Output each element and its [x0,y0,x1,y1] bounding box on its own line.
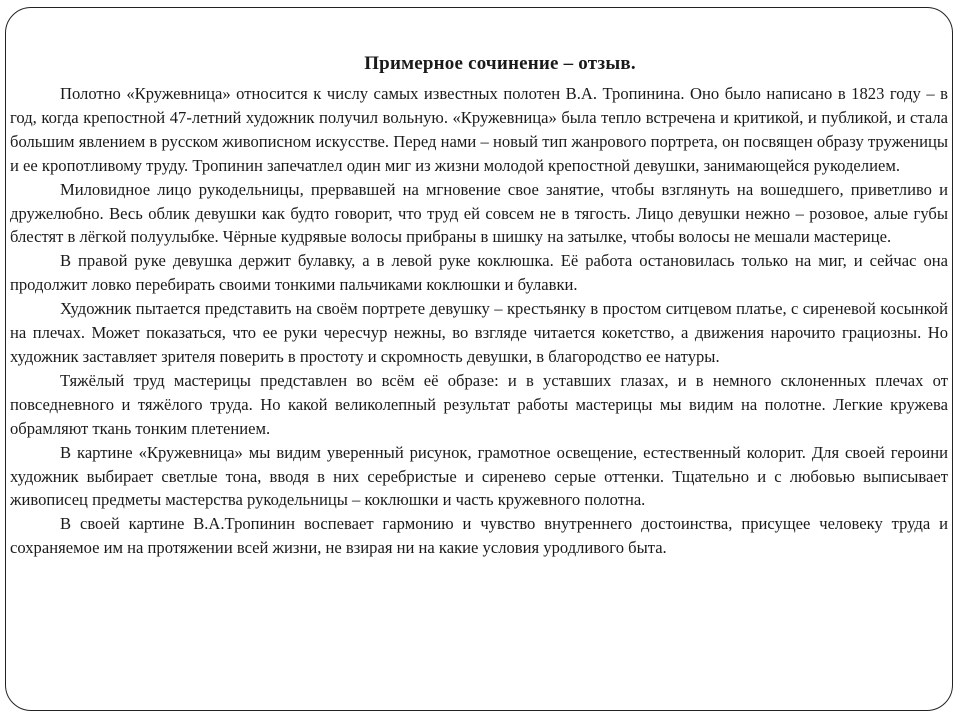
paragraph-1: Полотно «Кружевница» относится к числу самых известных полотен В.А. Тропинина. Оно было написано в 1823 году – в год, когда крепостной 47-летний художник получил вольную. «Кружевница» была тепло встречена и критикой, и публикой, и стала большим явлением в русском живописном искусстве. Перед нами – новый тип жанрового портрета, он посвящен образу труженицы и ее кропотливому труду. Тропинин запечатлел один миг из жизни молодой крепостной девушки, занимающейся рукоделием. [10,84,948,175]
paragraph-5: Тяжёлый труд мастерицы представлен во всём её образе: и в уставших глазах, и в немного склоненных плечах от повседневного и тяжёлого труда. Но какой великолепный результат работы мастерицы мы видим на полотне. Легкие кружева обрамляют ткань тонким плетением. [10,370,948,438]
document-body [10,82,948,560]
document-title: Примерное сочинение – отзыв. [364,53,636,74]
paragraph-4: Художник пытается представить на своём портрете девушку – крестьянку в простом ситцевом платье, с сиреневой косынкой на плечах. Может показаться, что ее руки чересчур нежны, во взгляде читается кокетство, а движения нарочито грациозны. Но художник заставляет зрителя поверить в простоту и скромность девушки, в благородство ее натуры. [10,299,948,366]
paragraph-7: В своей картине В.А.Тропинин воспевает гармонию и чувство внутреннего достоинства, присущее человеку труда и сохраняемое им на протяжении всей жизни, не взирая ни на какие условия уродливого быта. [10,514,948,558]
paragraph-3: В правой руке девушка держит булавку, а в левой руке коклюшка. Её работа остановилась только на миг, и сейчас она продолжит ловко перебирать своими тонкими пальчиками коклюшки и булавки. [10,251,948,295]
paragraph-2: Миловидное лицо рукодельницы, прервавшей на мгновение свое занятие, чтобы взглянуть на вошедшего, приветливо и дружелюбно. Весь облик девушки как будто говорит, что труд ей совсем не в тягость. Лицо девушки нежно – розовое, алые губы блестят в лёгкой полуулыбке. Чёрные кудрявые волосы прибраны в шишку на затылке, чтобы волосы не мешали мастерице. [10,179,948,247]
paragraph-6: В картине «Кружевница» мы видим уверенный рисунок, грамотное освещение, естественный колорит. Для своей героини художник выбирает светлые тона, вводя в них серебристые и сиренево серые оттенки. Тщательно и с любовью выписывает живописец предметы мастерства рукодельницы – коклюшки и часть кружевного полотна. [10,442,948,510]
